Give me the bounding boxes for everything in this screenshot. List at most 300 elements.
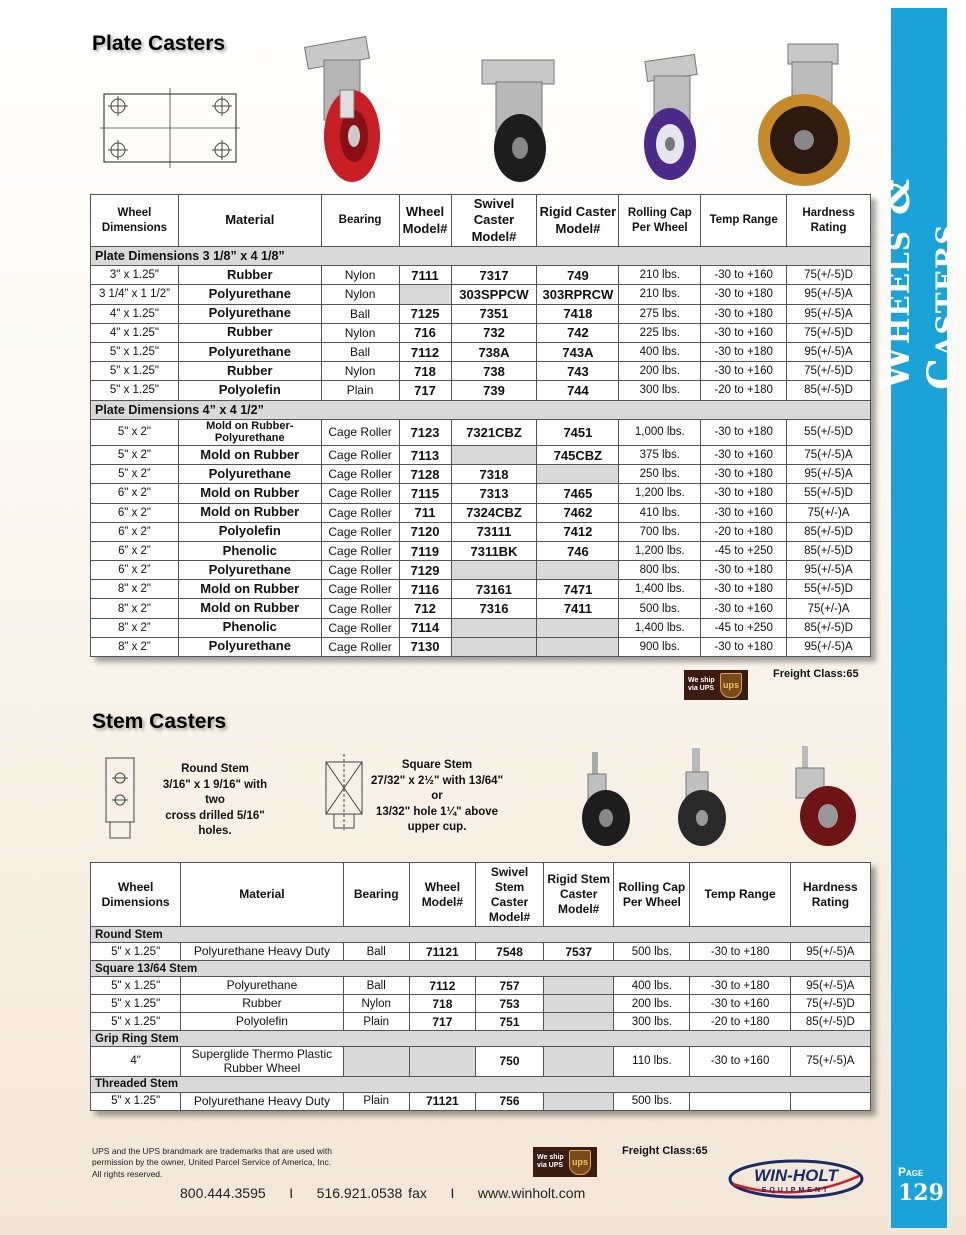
table-cell: 75(+/-5)D <box>787 362 871 381</box>
table-cell: 5” x 2” <box>91 465 179 484</box>
table-cell: -30 to +180 <box>690 977 790 995</box>
col-header: Rigid Stem Caster Model# <box>544 863 614 927</box>
plate-mount-diagram <box>100 88 240 168</box>
table-row <box>91 522 871 541</box>
table-cell <box>544 1092 614 1110</box>
col-header: Wheel Model# <box>409 863 475 927</box>
black-plate-caster-image <box>476 56 566 186</box>
plate-casters-title: Plate Casters <box>92 32 226 55</box>
table-cell: 7116 <box>399 580 451 599</box>
table-cell <box>343 1047 409 1077</box>
table-cell: -20 to +180 <box>701 381 787 400</box>
table-cell: Polyurethane <box>178 342 321 361</box>
table-cell: 7115 <box>399 484 451 503</box>
table-cell: 95(+/-5)A <box>787 465 871 484</box>
table-row <box>91 362 871 381</box>
square-stem-line4: upper cup. <box>407 821 467 834</box>
table-cell: 7411 <box>537 599 619 618</box>
table-cell: -45 to +250 <box>701 541 787 560</box>
table-cell: 717 <box>399 381 451 400</box>
table-cell: 8" x 2" <box>91 580 179 599</box>
table-cell: 71121 <box>409 1092 475 1110</box>
table-row <box>91 599 871 618</box>
table-cell: -30 to +180 <box>701 285 787 304</box>
table-cell: 712 <box>399 599 451 618</box>
round-stem-line3: holes. <box>198 825 232 838</box>
table-cell: 225 lbs. <box>619 323 701 342</box>
plate-freight-class: Freight Class:65 <box>773 668 859 680</box>
table-cell: Polyurethane Heavy Duty <box>181 943 343 961</box>
table-cell: Nylon <box>321 362 399 381</box>
col-header: Wheel Dimensions <box>91 863 181 927</box>
ups-shield-icon: ups <box>569 1150 591 1175</box>
col-header: Wheel Dimensions <box>91 195 179 247</box>
table-cell <box>451 561 537 580</box>
ups-shield-icon: ups <box>720 673 742 698</box>
table-cell: 95(+/-5)A <box>787 285 871 304</box>
group-row <box>91 961 871 977</box>
legal-line3: All rights reserved. <box>92 1168 163 1179</box>
table-cell: 6" x 2" <box>91 503 179 522</box>
round-stem-diagram <box>100 756 140 840</box>
table-cell: 7112 <box>399 342 451 361</box>
square-stem-caster-image <box>672 746 734 850</box>
table-cell: 95(+/-5)A <box>787 637 871 656</box>
table-cell: 716 <box>399 323 451 342</box>
table-row <box>91 445 871 464</box>
table-cell: 7317 <box>451 266 537 285</box>
ups-badge-2 <box>533 1147 597 1177</box>
table-cell: Cage Roller <box>321 541 399 560</box>
table-cell: -30 to +180 <box>701 342 787 361</box>
table-cell: Mold on Rubber <box>178 599 321 618</box>
table-cell: 744 <box>537 381 619 400</box>
table-cell: 55(+/-5)D <box>787 484 871 503</box>
table-cell <box>399 285 451 304</box>
table-cell: 749 <box>537 266 619 285</box>
table-cell: Rubber <box>178 362 321 381</box>
col-header: Temp Range <box>690 863 790 927</box>
table-cell: 7418 <box>537 304 619 323</box>
table-cell <box>544 977 614 995</box>
table-cell: 210 lbs. <box>619 266 701 285</box>
round-stem-caster-image <box>576 748 638 848</box>
tan-plate-caster-image <box>752 42 862 182</box>
table-row <box>91 995 871 1013</box>
table-cell: 7412 <box>537 522 619 541</box>
table-cell: -30 to +160 <box>690 1047 790 1077</box>
table-cell: 300 lbs. <box>614 1013 690 1031</box>
table-cell <box>544 995 614 1013</box>
table-cell: 75(+/-5)A <box>787 445 871 464</box>
table-cell: 8” x 2” <box>91 618 179 637</box>
table-cell: 5" x 2" <box>91 445 179 464</box>
col-header: Rigid Caster Model# <box>537 195 619 247</box>
table-cell: 757 <box>475 977 543 995</box>
table-cell: Cage Roller <box>321 445 399 464</box>
table-cell: 95(+/-5)A <box>787 304 871 323</box>
table-header-row <box>91 863 871 927</box>
table-cell: 718 <box>399 362 451 381</box>
table-cell: Nylon <box>321 323 399 342</box>
separator: I <box>450 1185 455 1201</box>
col-header: Hardness Rating <box>790 863 870 927</box>
table-cell: 6” x 2” <box>91 541 179 560</box>
table-cell: -30 to +180 <box>701 580 787 599</box>
table-cell: 7113 <box>399 445 451 464</box>
table-cell <box>537 561 619 580</box>
table-row <box>91 580 871 599</box>
table-cell: 55(+/-5)D <box>787 580 871 599</box>
table-cell: 5" x 1.25" <box>91 1092 181 1110</box>
table-cell: 718 <box>409 995 475 1013</box>
table-cell: 7451 <box>537 419 619 445</box>
group-label: Plate Dimensions 3 1/8” x 4 1/8” <box>91 247 871 266</box>
col-header: Bearing <box>343 863 409 927</box>
table-cell: 711 <box>399 503 451 522</box>
table-cell: -45 to +250 <box>701 618 787 637</box>
table-cell: -20 to +180 <box>701 522 787 541</box>
square-stem-line2: or <box>431 790 443 803</box>
table-cell: 75(+/-)A <box>787 503 871 522</box>
contact-line <box>180 1185 585 1201</box>
table-cell: 1,000 lbs. <box>619 419 701 445</box>
table-cell: -30 to +180 <box>701 561 787 580</box>
stem-casters-table <box>90 862 871 1111</box>
square-stem-title: Square Stem <box>401 759 473 771</box>
table-cell: -30 to +160 <box>701 503 787 522</box>
table-cell: 75(+/-5)D <box>787 323 871 342</box>
table-cell: Polyolefin <box>181 1013 343 1031</box>
section-side-title: Wheels & Casters <box>872 177 966 390</box>
table-cell: 75(+/-5)D <box>787 266 871 285</box>
table-cell: 5" x 1.25" <box>91 1013 181 1031</box>
table-cell: 250 lbs. <box>619 465 701 484</box>
table-row <box>91 1013 871 1031</box>
table-cell: Superglide Thermo Plastic Rubber Wheel <box>181 1047 343 1077</box>
table-cell: 303RPRCW <box>537 285 619 304</box>
win-holt-logo <box>727 1158 865 1200</box>
table-cell: 700 lbs. <box>619 522 701 541</box>
table-row <box>91 1047 871 1077</box>
table-row <box>91 503 871 522</box>
table-cell: 732 <box>451 323 537 342</box>
square-stem-line3: 13/32" hole 1¼" above <box>375 805 499 818</box>
table-cell: 751 <box>475 1013 543 1031</box>
table-cell: 4" <box>91 1047 181 1077</box>
table-cell: 110 lbs. <box>614 1047 690 1077</box>
table-cell: 7537 <box>544 943 614 961</box>
col-header: Hardness Rating <box>787 195 871 247</box>
table-cell: 500 lbs. <box>619 599 701 618</box>
round-stem-description <box>160 762 270 840</box>
table-cell: 5" x 1.25" <box>91 995 181 1013</box>
table-cell: 7129 <box>399 561 451 580</box>
table-row <box>91 1092 871 1110</box>
table-row <box>91 304 871 323</box>
table-cell: Cage Roller <box>321 503 399 522</box>
table-cell: Polyolefin <box>178 381 321 400</box>
table-cell: -30 to +160 <box>701 362 787 381</box>
group-label: Square 13/64 Stem <box>91 961 871 977</box>
table-cell: 7318 <box>451 465 537 484</box>
col-header: Rolling Cap Per Wheel <box>614 863 690 927</box>
table-cell: 7324CBZ <box>451 503 537 522</box>
ups-badge <box>684 670 748 700</box>
table-cell: 6" x 2" <box>91 484 179 503</box>
table-cell: 7313 <box>451 484 537 503</box>
table-cell: 7351 <box>451 304 537 323</box>
table-cell: 900 lbs. <box>619 637 701 656</box>
table-cell: 746 <box>537 541 619 560</box>
table-cell: 756 <box>475 1092 543 1110</box>
table-cell: Cage Roller <box>321 484 399 503</box>
group-label: Round Stem <box>91 927 871 943</box>
table-row <box>91 977 871 995</box>
table-cell: Cage Roller <box>321 561 399 580</box>
group-label: Grip Ring Stem <box>91 1031 871 1047</box>
table-cell: 7462 <box>537 503 619 522</box>
table-cell: Plain <box>343 1092 409 1110</box>
table-cell: 743A <box>537 342 619 361</box>
table-cell: -30 to +160 <box>701 266 787 285</box>
square-stem-description <box>370 758 504 836</box>
table-cell: Cage Roller <box>321 637 399 656</box>
table-cell: 6” x 2” <box>91 522 179 541</box>
table-cell: 7548 <box>475 943 543 961</box>
round-stem-line1: 3/16" x 1 9/16" with two <box>162 778 268 807</box>
table-cell: 7120 <box>399 522 451 541</box>
table-cell: 7114 <box>399 618 451 637</box>
table-cell: Polyurethane <box>178 637 321 656</box>
table-cell: 375 lbs. <box>619 445 701 464</box>
table-cell <box>537 465 619 484</box>
square-stem-line1: 27/32" x 2½" with 13/64" <box>370 774 504 787</box>
table-cell: 750 <box>475 1047 543 1077</box>
table-cell: -20 to +180 <box>690 1013 790 1031</box>
table-cell: Mold on Rubber <box>178 503 321 522</box>
table-cell: 95(+/-5)A <box>790 943 870 961</box>
table-cell: 1,200 lbs. <box>619 541 701 560</box>
col-header: Wheel Model# <box>399 195 451 247</box>
table-cell: 200 lbs. <box>614 995 690 1013</box>
table-cell: Cage Roller <box>321 419 399 445</box>
table-cell: 210 lbs. <box>619 285 701 304</box>
table-cell: 800 lbs. <box>619 561 701 580</box>
col-header: Material <box>178 195 321 247</box>
table-cell: 5" x 1.25" <box>91 381 179 400</box>
table-cell: -30 to +160 <box>690 995 790 1013</box>
page-label: Page <box>898 1165 924 1179</box>
table-cell: 717 <box>409 1013 475 1031</box>
table-cell <box>451 637 537 656</box>
fax-number: 516.921.0538 fax <box>316 1185 427 1201</box>
table-cell: 400 lbs. <box>619 342 701 361</box>
table-cell: Ball <box>343 943 409 961</box>
table-cell <box>690 1092 790 1110</box>
table-cell: 7316 <box>451 599 537 618</box>
table-cell: 75(+/-5)A <box>790 1047 870 1077</box>
table-cell: 1,200 lbs. <box>619 484 701 503</box>
page-number: 129 <box>898 1180 944 1206</box>
group-row <box>91 1076 871 1092</box>
table-cell: -30 to +180 <box>701 637 787 656</box>
table-row <box>91 484 871 503</box>
table-cell: -30 to +180 <box>701 465 787 484</box>
table-cell: Cage Roller <box>321 465 399 484</box>
table-cell: Nylon <box>321 266 399 285</box>
table-cell: 5" x 1.25" <box>91 342 179 361</box>
separator: I <box>289 1185 294 1201</box>
table-cell: Cage Roller <box>321 580 399 599</box>
table-cell <box>537 618 619 637</box>
table-cell: 8" x 2" <box>91 599 179 618</box>
table-cell: 738 <box>451 362 537 381</box>
table-cell: Plain <box>343 1013 409 1031</box>
table-cell: Cage Roller <box>321 618 399 637</box>
table-cell: 75(+/-5)D <box>790 995 870 1013</box>
table-cell: Polyurethane <box>178 285 321 304</box>
table-cell: Ball <box>321 342 399 361</box>
table-cell: 55(+/-5)D <box>787 419 871 445</box>
table-cell: 85(+/-5)D <box>787 618 871 637</box>
table-row <box>91 465 871 484</box>
table-cell: 5" x 1.25" <box>91 977 181 995</box>
table-row <box>91 266 871 285</box>
table-cell: Phenolic <box>178 541 321 560</box>
group-label: Plate Dimensions 4” x 4 1/2” <box>91 400 871 419</box>
table-cell: Plain <box>321 381 399 400</box>
table-cell: 7311BK <box>451 541 537 560</box>
group-row <box>91 247 871 266</box>
table-cell: 71121 <box>409 943 475 961</box>
table-cell: 85(+/-5)D <box>787 381 871 400</box>
table-cell <box>537 637 619 656</box>
table-cell: -30 to +160 <box>701 599 787 618</box>
table-cell: 1,400 lbs. <box>619 580 701 599</box>
table-cell: 303SPPCW <box>451 285 537 304</box>
logo-name: WIN-HOLT <box>754 1166 838 1185</box>
table-cell: 5" x 2" <box>91 419 179 445</box>
table-cell: 4" x 1.25" <box>91 323 179 342</box>
table-cell: 5" x 1.25" <box>91 362 179 381</box>
table-cell: Mold on Rubber <box>178 445 321 464</box>
plate-casters-table <box>90 194 871 657</box>
table-cell <box>544 1047 614 1077</box>
col-header: Swivel Stem Caster Model# <box>475 863 543 927</box>
ups-line2: via UPS <box>537 1162 564 1169</box>
table-row <box>91 342 871 361</box>
table-header-row <box>91 195 871 247</box>
table-cell: -30 to +180 <box>701 419 787 445</box>
table-cell: Phenolic <box>178 618 321 637</box>
table-cell: Nylon <box>343 995 409 1013</box>
col-header: Swivel Caster Model# <box>451 195 537 247</box>
table-row <box>91 618 871 637</box>
table-cell: 275 lbs. <box>619 304 701 323</box>
table-cell: 7465 <box>537 484 619 503</box>
table-cell: 743 <box>537 362 619 381</box>
table-cell <box>790 1092 870 1110</box>
table-cell: 745CBZ <box>537 445 619 464</box>
group-row <box>91 400 871 419</box>
ups-line1: We ship <box>688 677 715 685</box>
table-cell: 7112 <box>409 977 475 995</box>
table-cell <box>409 1047 475 1077</box>
table-cell: Mold on Rubber-Polyurethane <box>178 419 321 445</box>
group-row <box>91 927 871 943</box>
table-cell: 7471 <box>537 580 619 599</box>
table-cell: Ball <box>321 304 399 323</box>
ups-line2: via UPS <box>688 685 715 692</box>
table-cell: Cage Roller <box>321 522 399 541</box>
table-cell: -30 to +160 <box>701 323 787 342</box>
table-row <box>91 541 871 560</box>
table-cell: Nylon <box>321 285 399 304</box>
col-header: Rolling Cap Per Wheel <box>619 195 701 247</box>
table-cell: Polyurethane <box>178 304 321 323</box>
stem-casters-title: Stem Casters <box>92 710 227 733</box>
table-row <box>91 419 871 445</box>
table-cell: 73161 <box>451 580 537 599</box>
legal-line2: permission by the owner, United Parcel Service of America, Inc. <box>92 1157 332 1168</box>
table-cell: 3" x 1.25" <box>91 266 179 285</box>
table-cell: Polyurethane <box>178 465 321 484</box>
square-stem-diagram <box>322 752 366 832</box>
purple-plate-caster-image <box>634 52 714 182</box>
table-cell: Polyurethane Heavy Duty <box>181 1092 343 1110</box>
table-cell: 400 lbs. <box>614 977 690 995</box>
table-cell: 8” x 2” <box>91 637 179 656</box>
col-header: Material <box>181 863 343 927</box>
table-cell: 73111 <box>451 522 537 541</box>
table-cell <box>544 1013 614 1031</box>
col-header: Bearing <box>321 195 399 247</box>
group-row <box>91 1031 871 1047</box>
table-cell: 85(+/-5)D <box>787 541 871 560</box>
table-cell: 7111 <box>399 266 451 285</box>
table-cell: 500 lbs. <box>614 943 690 961</box>
table-cell: 7321CBZ <box>451 419 537 445</box>
round-stem-line2: cross drilled 5/16" <box>165 809 265 822</box>
ups-line1: We ship <box>537 1154 564 1162</box>
table-cell: 7125 <box>399 304 451 323</box>
table-cell: Ball <box>343 977 409 995</box>
table-row <box>91 381 871 400</box>
table-cell: 95(+/-5)A <box>787 342 871 361</box>
table-cell: 75(+/-)A <box>787 599 871 618</box>
table-cell: 7130 <box>399 637 451 656</box>
col-header: Temp Range <box>701 195 787 247</box>
table-cell: 85(+/-5)D <box>790 1013 870 1031</box>
table-cell: Mold on Rubber <box>178 580 321 599</box>
red-plate-caster-image <box>296 36 406 186</box>
table-cell: 738A <box>451 342 537 361</box>
table-cell: Rubber <box>178 323 321 342</box>
red-stem-caster-image <box>784 744 864 850</box>
table-cell: 739 <box>451 381 537 400</box>
table-cell: 95(+/-5)A <box>790 977 870 995</box>
phone-number: 800.444.3595 <box>180 1185 266 1201</box>
table-cell: Polyurethane <box>181 977 343 995</box>
website-link[interactable]: www.winholt.com <box>477 1185 586 1201</box>
table-cell: 95(+/-5)A <box>787 561 871 580</box>
table-cell: -30 to +160 <box>701 445 787 464</box>
table-cell: -30 to +180 <box>701 484 787 503</box>
table-cell: 1,400 lbs. <box>619 618 701 637</box>
table-cell: Polyurethane <box>178 561 321 580</box>
table-row <box>91 943 871 961</box>
